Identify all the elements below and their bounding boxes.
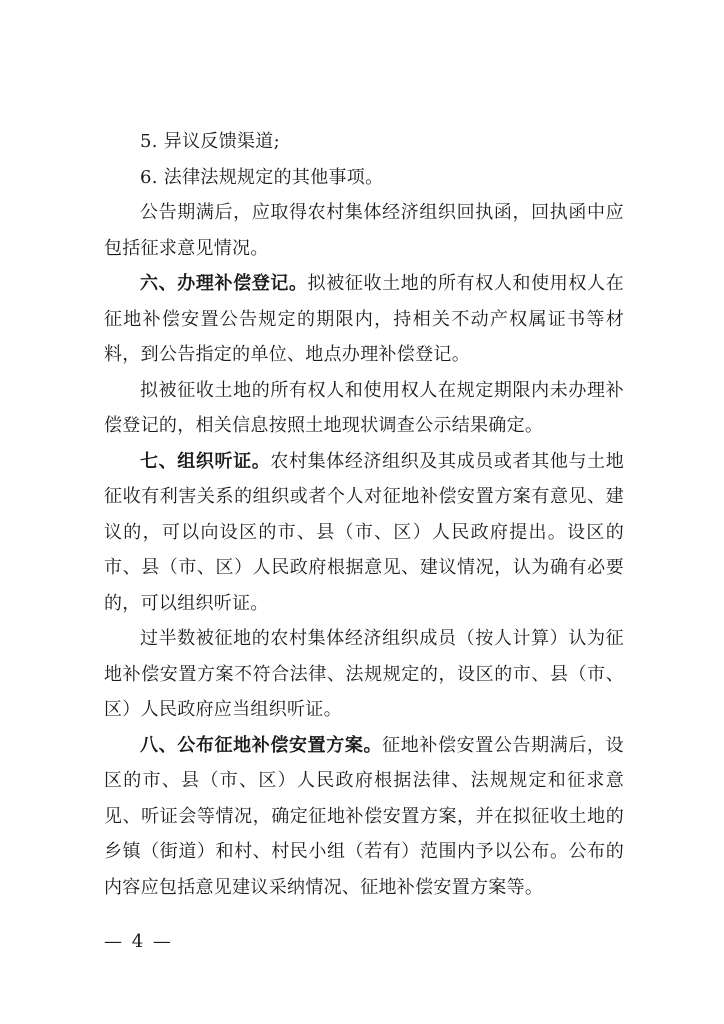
paragraph-unregistered bbox=[104, 373, 624, 444]
section-heading-six: 六、办理补偿登记。 bbox=[140, 273, 308, 294]
paragraph-section-seven bbox=[104, 444, 624, 622]
paragraph-text: 征地补偿安置公告期满后，设区的市、县（市、区）人民政府根据法律、法规规定和征求意见、听证会等情况，确定征地补偿安置方案，并在拟征收土地的乡镇（街道）和村、村民小组（若有）范围内予以公布。公布的内容应包括意见建议采纳情况、征地补偿安置方案等。 bbox=[104, 734, 624, 898]
page-number: — 4 — bbox=[104, 931, 173, 952]
paragraph-section-six bbox=[104, 266, 624, 373]
paragraph-item-5 bbox=[104, 124, 624, 160]
section-heading-seven: 七、组织听证。 bbox=[140, 450, 271, 472]
paragraph-text: 过半数被征地的农村集体经济组织成员（按人计算）认为征地补偿安置方案不符合法律、法规规定的，设区的市、县（市、区）人民政府应当组织听证。 bbox=[104, 628, 624, 720]
paragraph-text: 6. 法律法规规定的其他事项。 bbox=[140, 166, 384, 188]
paragraph-text: 5. 异议反馈渠道; bbox=[140, 131, 280, 152]
paragraph-majority-hearing bbox=[104, 621, 624, 728]
paragraph-announcement-expiry bbox=[104, 195, 624, 266]
section-heading-eight: 八、公布征地补偿安置方案。 bbox=[140, 734, 383, 756]
document-body bbox=[104, 124, 624, 905]
paragraph-text: 公告期满后，应取得农村集体经济组织回执函，回执函中应包括征求意见情况。 bbox=[104, 202, 624, 259]
paragraph-section-eight bbox=[104, 728, 624, 906]
paragraph-text: 农村集体经济组织及其成员或者其他与土地征收有利害关系的组织或者个人对征地补偿安置方案有意见、建议的，可以向设区的市、县（市、区）人民政府提出。设区的市、县（市、区）人民政府根据意见、建议情况，认为确有必要的，可以组织听证。 bbox=[104, 450, 624, 614]
paragraph-item-6 bbox=[104, 160, 624, 196]
paragraph-text: 拟被征收土地的所有权人和使用权人在规定期限内未办理补偿登记的，相关信息按照土地现状调查公示结果确定。 bbox=[104, 379, 624, 436]
paragraph-text: 拟被征收土地的所有权人和使用权人在征地补偿安置公告规定的期限内，持相关不动产权属证书等材料，到公告指定的单位、地点办理补偿登记。 bbox=[104, 273, 624, 365]
